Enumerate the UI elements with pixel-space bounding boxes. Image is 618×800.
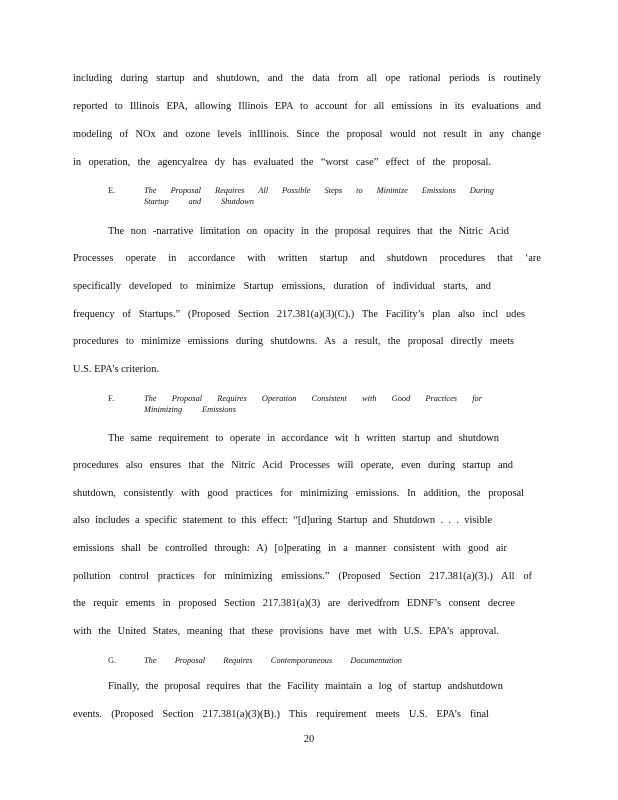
body-line: Finally, the proposal requires that the Facility maintain a log of startup andshutdown (108, 681, 503, 692)
body-line: with the United States, meaning that these provisions have met with U.S. EPA’s approval. (73, 626, 499, 637)
heading-line-2: Startup and Shutdown (144, 197, 254, 206)
body-line: procedures also ensures that the Nitric Acid Processes will operate, even during startup and (73, 460, 513, 471)
heading-line-1: The Proposal Requires Operation Consistent with Good Practices for (144, 394, 482, 403)
heading-letter: E. (108, 186, 116, 195)
body-line: shutdown, consistently with good practices for minimizing emissions. In addition, the proposal (73, 488, 524, 499)
body-line: reported to Illinois EPA, allowing Illinois EPA to account for all emissions in its evaluations and (73, 101, 541, 112)
body-line: pollution control practices for minimizing emissions.” (Proposed Section 217.381(a)(3).) All of (73, 571, 532, 582)
body-line: frequency of Startups.” (Proposed Section 217.381(a)(3)(C).) The Facility’s plan also incl udes (73, 309, 525, 320)
body-line: in operation, the agencyalrea dy has evaluated the “worst case” effect of the proposal. (73, 157, 491, 168)
body-line: The non -narrative limitation on opacity in the proposal requires that the Nitric Acid (108, 226, 509, 237)
page-number: 20 (303, 734, 315, 745)
body-line: The same requirement to operate in accordance wit h written startup and shutdown (108, 433, 499, 444)
heading-line-1: The Proposal Requires Contemporaneous Documentation (144, 656, 402, 665)
heading-line-1: The Proposal Requires All Possible Steps to Minimize Emissions During (144, 186, 494, 195)
body-line: Processes operate in accordance with written startup and shutdown procedures that ‘are (73, 253, 541, 264)
heading-letter: G. (108, 656, 117, 665)
body-line: including during startup and shutdown, and the data from all ope rational periods is routinely (73, 73, 541, 84)
body-line: also includes a specific statement to this effect: “[d]uring Startup and Shutdown . . . visible (73, 515, 492, 526)
body-line: modeling of NOx and ozone levels inIllinois. Since the proposal would not result in any change (73, 129, 541, 140)
body-line: the requir ements in proposed Section 217.381(a)(3) are derivedfrom EDNF’s consent decree (73, 598, 515, 609)
body-line: U.S. EPA’s criterion. (73, 364, 159, 375)
heading-letter: F. (108, 394, 115, 403)
heading-line-2: Minimizing Emissions (144, 405, 236, 414)
body-line: events. (Proposed Section 217.381(a)(3)(B).) This requirement meets U.S. EPA’s final (73, 709, 489, 720)
body-line: emissions shall be controlled through: A) [o]perating in a manner consistent with good air (73, 543, 507, 554)
body-line: procedures to minimize emissions during shutdowns. As a result, the proposal directly meets (73, 336, 514, 347)
body-line: specifically developed to minimize Startup emissions, duration of individual starts, and (73, 281, 491, 292)
